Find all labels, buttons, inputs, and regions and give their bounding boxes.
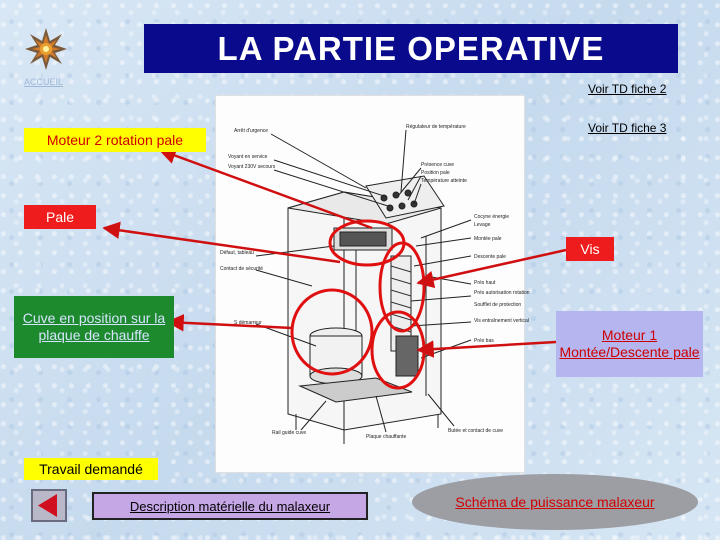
annot-position-pale: Position pale [421, 170, 450, 176]
annot-pres-bas: Prés bas [474, 338, 494, 344]
arrow-pale [104, 228, 340, 262]
description-materielle-button[interactable]: Description matérielle du malaxeur [92, 492, 368, 520]
annot-pres-rotation: Prés autorisation rotation [474, 290, 530, 296]
annot-plaque: Plaque chauffante [366, 434, 407, 440]
home-link[interactable]: ACCUEIL [24, 77, 64, 87]
annot-soufflet: Soufflet de protection [474, 302, 522, 308]
annot-arret: Arrêt d'urgence [234, 128, 269, 134]
td-fiche-2-link[interactable]: Voir TD fiche 2 [588, 82, 667, 96]
back-button[interactable] [31, 489, 67, 522]
highlight-circle-motor2 [330, 221, 404, 265]
schema-puissance-button[interactable]: Schéma de puissance malaxeur [412, 474, 698, 530]
annot-presence-cuve: Présence cuve [421, 162, 455, 168]
page-title: LA PARTIE OPERATIVE [144, 24, 678, 73]
label-vis: Vis [566, 237, 614, 261]
annot-cocyne: Cocyne énergie [474, 214, 510, 220]
label-moteur-1-link[interactable]: Moteur 1 Montée/Descente pale [556, 311, 703, 377]
label-cuve-link[interactable]: Cuve en position sur la plaque de chauffe [14, 296, 174, 358]
highlight-circle-motor1 [372, 312, 424, 388]
arrow-moteur1 [418, 342, 556, 350]
highlight-circle-tank [292, 290, 372, 374]
annot-butee: Butée et contact de cuve [448, 428, 504, 434]
travail-demande-label: Travail demandé [24, 458, 158, 480]
annot-descente-pale: Descente pale [474, 254, 506, 260]
label-moteur-2: Moteur 2 rotation pale [24, 128, 206, 152]
arrow-moteur2 [160, 150, 372, 228]
annot-defaut: Défaut, tableau [220, 250, 254, 256]
td-fiche-3-link[interactable]: Voir TD fiche 3 [588, 121, 667, 135]
label-pale: Pale [24, 205, 96, 229]
annot-rail: Rail guide cuve [272, 430, 307, 436]
annot-voyant-230: Voyant 230V secours [228, 164, 276, 170]
arrow-cuve [168, 322, 292, 328]
annot-demarreur: S démarreur [234, 320, 262, 326]
annot-levage: Levage [474, 222, 491, 228]
annot-regulateur: Régulateur de température [406, 124, 466, 130]
annot-pres-haut: Prés haut [474, 280, 496, 286]
highlight-circle-screw [380, 243, 424, 331]
annot-contact-securite: Contact de sécurité [220, 266, 264, 272]
annot-vis-entrainement: Vis entraînement vertical [474, 318, 529, 324]
arrow-vis [418, 250, 566, 283]
annot-montee-pale: Montée pale [474, 236, 502, 242]
annot-voyant-service: Voyant en service [228, 154, 268, 160]
back-arrow-icon [33, 491, 65, 520]
annot-temperature: Température atteinte [421, 178, 467, 184]
